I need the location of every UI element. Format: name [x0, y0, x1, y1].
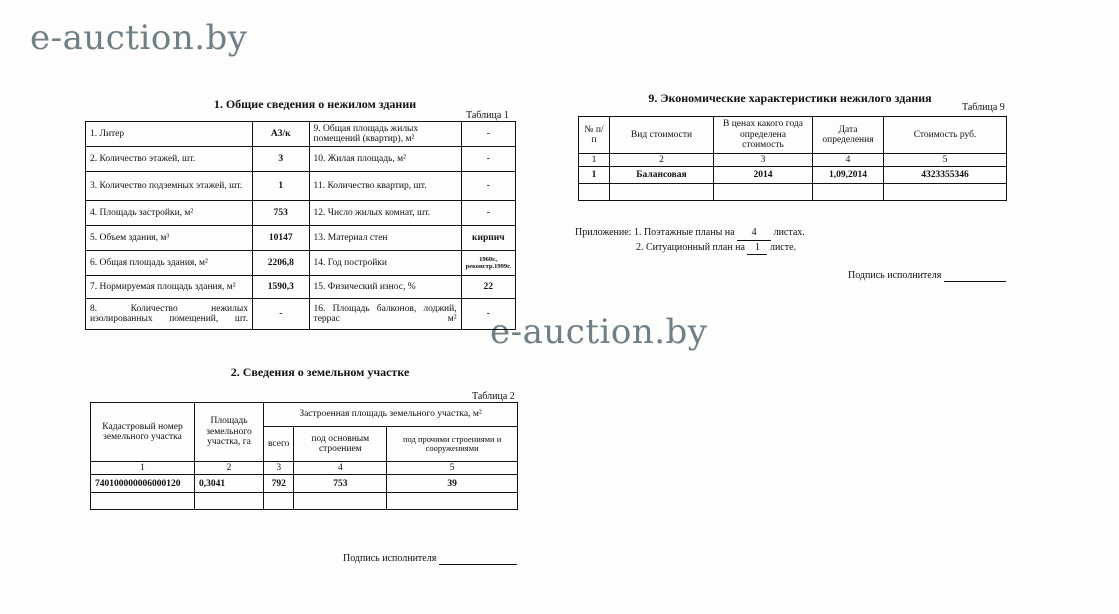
- t1-right-label: 15. Физический износ, %: [309, 276, 461, 299]
- t1-left-label: 6. Общая площадь здания, м²: [86, 251, 253, 276]
- t2-num: 3: [264, 462, 294, 475]
- t2-total-value: 792: [264, 475, 294, 493]
- t9-empty-cell: [579, 184, 610, 201]
- t9-num: 3: [714, 154, 813, 167]
- t1-left-label: 8. Количество нежилых изолированных помещений, шт.: [86, 299, 253, 330]
- t1-left-label: 5. Объем здания, м³: [86, 226, 253, 251]
- watermark-center: e-auction.by: [490, 312, 708, 352]
- t9-empty-cell: [813, 184, 884, 201]
- t9-num: 5: [884, 154, 1007, 167]
- t9-num: 4: [813, 154, 884, 167]
- signature-left: [343, 553, 517, 565]
- t1-left-value: 2206,8: [253, 251, 310, 276]
- t1-right-value: -: [461, 172, 515, 201]
- t1-right-value: -: [461, 147, 515, 172]
- t1-left-value: 1: [253, 172, 310, 201]
- t2-header-main: под основным строением: [294, 427, 387, 462]
- t1-right-value: кирпич: [461, 226, 515, 251]
- table1-row: [86, 172, 516, 201]
- t1-left-value: 753: [253, 201, 310, 226]
- signature-label: Подпись исполнителя: [848, 270, 942, 281]
- t1-right-label: 14. Год постройки: [309, 251, 461, 276]
- t9-row-year: 2014: [714, 167, 813, 184]
- table1-heading: 1. Общие сведения о нежилом здании: [213, 97, 417, 111]
- t1-left-value: -: [253, 299, 310, 330]
- t1-left-value: 10147: [253, 226, 310, 251]
- appendix-text: листах.: [773, 227, 805, 238]
- t2-cadastral-number: 740100000006000120: [91, 475, 195, 493]
- table1-row: [86, 299, 516, 330]
- appendix-line-1: [575, 226, 805, 241]
- t2-header-built: Застроенная площадь земельного участка, м²: [264, 403, 518, 427]
- t1-left-value: 3: [253, 147, 310, 172]
- t1-right-label: 9. Общая площадь жилых помещений (квартир), м²: [309, 122, 461, 147]
- t9-row-kind: Балансовая: [610, 167, 714, 184]
- t2-empty-cell: [387, 493, 518, 510]
- table1-row: [86, 276, 516, 299]
- t9-row-date: 1,09,2014: [813, 167, 884, 184]
- watermark-top: e-auction.by: [30, 18, 248, 58]
- t2-num: 5: [387, 462, 518, 475]
- t2-main-value: 753: [294, 475, 387, 493]
- t9-header-kind: Вид стоимости: [610, 117, 714, 154]
- t2-header-total: всего: [264, 427, 294, 462]
- table9: [578, 116, 1007, 201]
- table1-row: [86, 122, 516, 147]
- appendix: [575, 226, 805, 255]
- t2-header-other: под прочими строениями и сооружениями: [387, 427, 518, 462]
- t1-right-value: 22: [461, 276, 515, 299]
- signature-line: [439, 553, 517, 565]
- appendix-count: 4: [737, 226, 771, 241]
- appendix-line-2: [575, 241, 805, 256]
- table1-row: [86, 201, 516, 226]
- t2-empty-cell: [294, 493, 387, 510]
- t1-right-value: 1960г., реконстр.1999г.: [461, 251, 515, 276]
- t1-left-label: 7. Нормируемая площадь здания, м²: [86, 276, 253, 299]
- t1-right-label: 12. Число жилых комнат, шт.: [309, 201, 461, 226]
- table1: [85, 121, 516, 330]
- t2-num: 2: [195, 462, 264, 475]
- appendix-count: 1: [747, 241, 767, 256]
- table2-heading: 2. Сведения о земельном участке: [230, 365, 410, 379]
- t9-empty-cell: [714, 184, 813, 201]
- t1-right-value: -: [461, 122, 515, 147]
- t1-left-label: 3. Количество подземных этажей, шт.: [86, 172, 253, 201]
- t1-left-value: А3/к: [253, 122, 310, 147]
- table9-label: Таблица 9: [962, 102, 1005, 113]
- t1-left-label: 2. Количество этажей, шт.: [86, 147, 253, 172]
- t9-empty-cell: [610, 184, 714, 201]
- t9-empty-cell: [884, 184, 1007, 201]
- t1-left-label: 4. Площадь застройки, м²: [86, 201, 253, 226]
- table1-row: [86, 251, 516, 276]
- t2-header-area: Площадь земельного участка, га: [195, 403, 264, 462]
- t9-header-cost: Стоимость руб.: [884, 117, 1007, 154]
- signature-line: [944, 270, 1006, 282]
- t9-num: 1: [579, 154, 610, 167]
- t9-header-year: В ценах какого года определена стоимость: [714, 117, 813, 154]
- table9-heading: 9. Экономические характеристики нежилого здания: [648, 91, 932, 105]
- t2-empty-cell: [264, 493, 294, 510]
- appendix-text: Приложение: 1. Поэтажные планы на: [575, 227, 735, 238]
- t1-right-label: 11. Количество квартир, шт.: [309, 172, 461, 201]
- signature-label: Подпись исполнителя: [343, 553, 437, 564]
- table1-row: [86, 147, 516, 172]
- t2-empty-cell: [195, 493, 264, 510]
- t9-row-no: 1: [579, 167, 610, 184]
- t1-right-label: 10. Жилая площадь, м²: [309, 147, 461, 172]
- t2-area-value: 0,3041: [195, 475, 264, 493]
- t1-right-label: 16. Площадь балконов, лоджий, террас м²: [309, 299, 461, 330]
- t9-row-cost: 4323355346: [884, 167, 1007, 184]
- table2: [90, 402, 518, 510]
- t1-right-value: -: [461, 299, 515, 330]
- table2-label: Таблица 2: [472, 391, 515, 402]
- t9-header-no: № п/п: [579, 117, 610, 154]
- t1-left-label: 1. Литер: [86, 122, 253, 147]
- t2-other-value: 39: [387, 475, 518, 493]
- table1-label: Таблица 1: [466, 110, 509, 121]
- t1-right-value: -: [461, 201, 515, 226]
- t1-left-value: 1590,3: [253, 276, 310, 299]
- appendix-text: 2. Ситуационный план на: [636, 241, 745, 253]
- t9-num: 2: [610, 154, 714, 167]
- t1-right-label: 13. Материал стен: [309, 226, 461, 251]
- appendix-text: листе.: [769, 241, 797, 253]
- t2-num: 1: [91, 462, 195, 475]
- t2-header-cadastral: Кадастровый номер земельного участка: [91, 403, 195, 462]
- t2-empty-cell: [91, 493, 195, 510]
- t2-num: 4: [294, 462, 387, 475]
- signature-right: [848, 270, 1006, 282]
- table1-row: [86, 226, 516, 251]
- t9-header-date: Дата определения: [813, 117, 884, 154]
